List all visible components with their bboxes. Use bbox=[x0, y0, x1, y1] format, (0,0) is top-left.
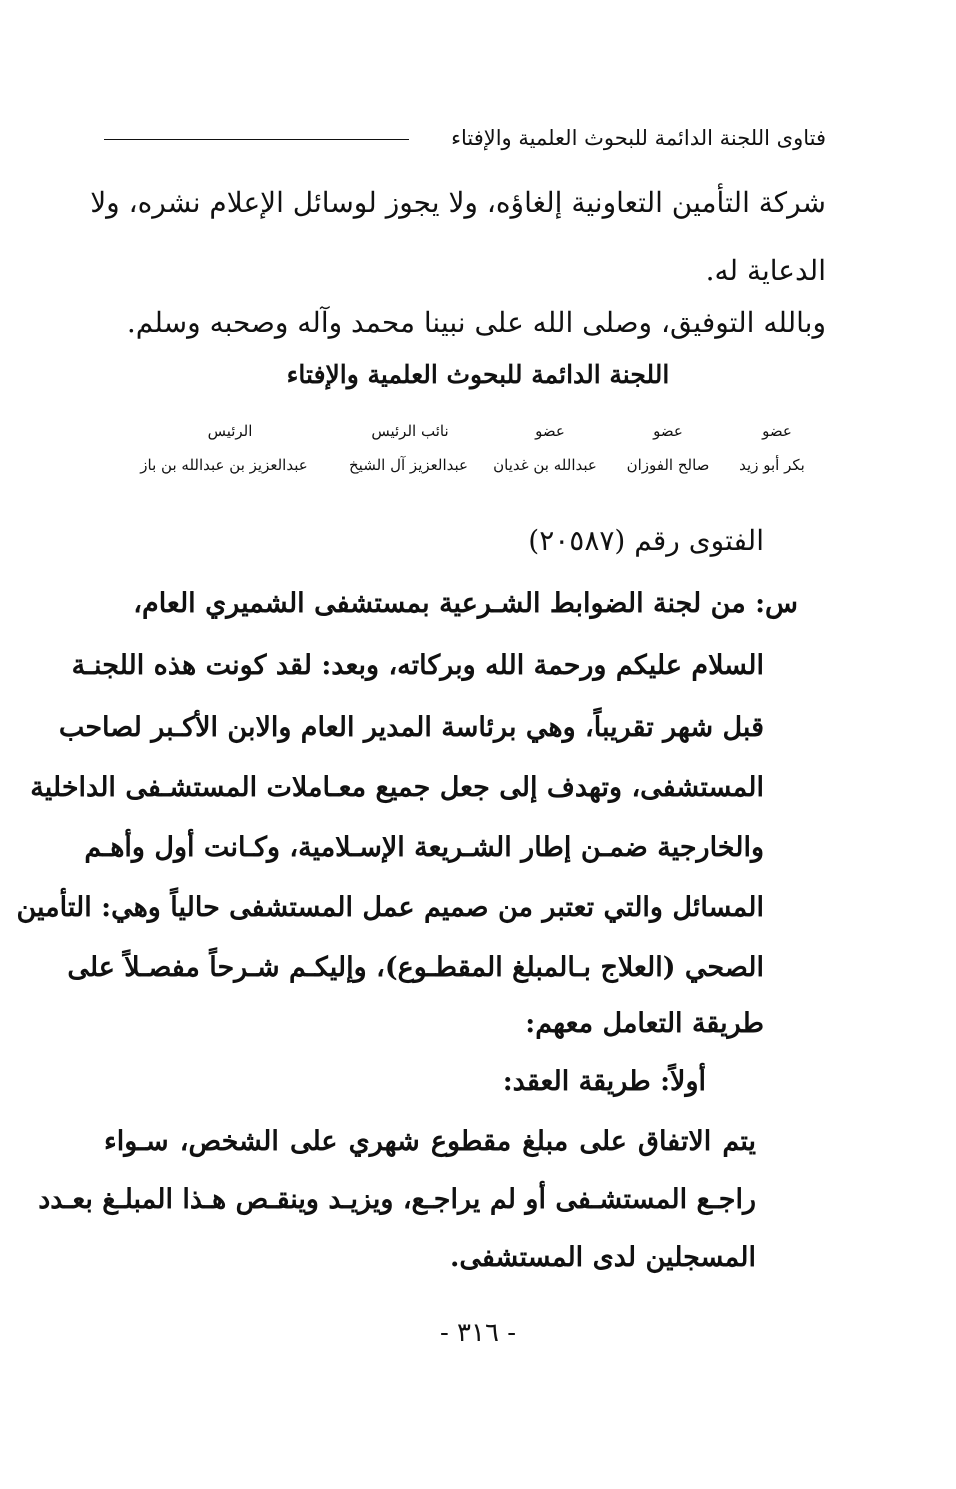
intro-line-2: الدعاية له. bbox=[705, 254, 826, 287]
question-line-4: المستشفى، وتهدف إلى جعل جميع معـاملات المستشـفى الداخلية bbox=[30, 772, 764, 803]
fatwa-number: الفتوى رقم (٢٠٥٨٧) bbox=[528, 524, 764, 557]
question-line-1: س: من لجنة الضوابط الشـرعية بمستشفى الشميري العام، bbox=[133, 588, 798, 619]
member-role-5: الرئيس bbox=[207, 422, 253, 440]
question-line-12: المسجلين لدى المستشفى. bbox=[449, 1242, 756, 1273]
question-line-6: المسائل والتي تعتبر من صميم عمل المستشفى حالياً وهي: التأمين bbox=[16, 892, 764, 923]
member-role-4: نائب الرئيس bbox=[371, 422, 449, 440]
question-line-8: طريقة التعامل معهم: bbox=[525, 1008, 764, 1039]
member-role-2: عضو bbox=[653, 422, 683, 440]
member-role-1: عضو bbox=[762, 422, 792, 440]
member-name-5: عبدالعزيز بن عبدالله بن باز bbox=[140, 456, 308, 474]
committee-title: اللجنة الدائمة للبحوث العلمية والإفتاء bbox=[286, 360, 670, 389]
question-line-5: والخارجية ضمـن إطار الشـريعة الإسـلامية، وكـانت أول وأهـم bbox=[84, 832, 764, 863]
header-rule bbox=[104, 139, 409, 140]
member-name-3: عبدالله بن غديان bbox=[493, 456, 597, 474]
intro-line-1: شركة التأمين التعاونية إلغاؤه، ولا يجوز لوسائل الإعلام نشره، ولا bbox=[90, 186, 826, 219]
question-line-11: راجـع المستشـفى أو لم يراجـع، ويزيـد وينقـص هـذا المبلـغ بعـدد bbox=[38, 1184, 756, 1215]
member-name-1: بكر أبو زيد bbox=[739, 456, 805, 474]
closing-line: وبالله التوفيق، وصلى الله على نبينا محمد وآله وصحبه وسلم. bbox=[126, 306, 826, 339]
question-line-7: الصحي (العلاج بـالمبلغ المقطـوع)، وإليكـم شـرحاً مفصـلاً على bbox=[67, 952, 764, 983]
member-role-3: عضو bbox=[535, 422, 565, 440]
question-line-3: قبل شهر تقريباً، وهي برئاسة المدير العام والابن الأكـبر لصاحب bbox=[58, 712, 764, 743]
member-name-2: صالح الفوزان bbox=[626, 456, 710, 474]
question-line-10: يتم الاتفاق على مبلغ مقطوع شهري على الشخص، سـواء bbox=[104, 1126, 756, 1157]
question-line-2: السلام عليكم ورحمة الله وبركاته، وبعد: لقد كونت هذه اللجنـة bbox=[71, 650, 764, 681]
member-name-4: عبدالعزيز آل الشيخ bbox=[349, 456, 468, 474]
page-number: - ٣١٦ - bbox=[439, 1318, 517, 1348]
running-header bbox=[104, 118, 826, 158]
running-header-title: فتاوى اللجنة الدائمة للبحوث العلمية والإفتاء bbox=[451, 126, 826, 150]
section-heading-contract: أولاً: طريقة العقد: bbox=[502, 1066, 706, 1097]
